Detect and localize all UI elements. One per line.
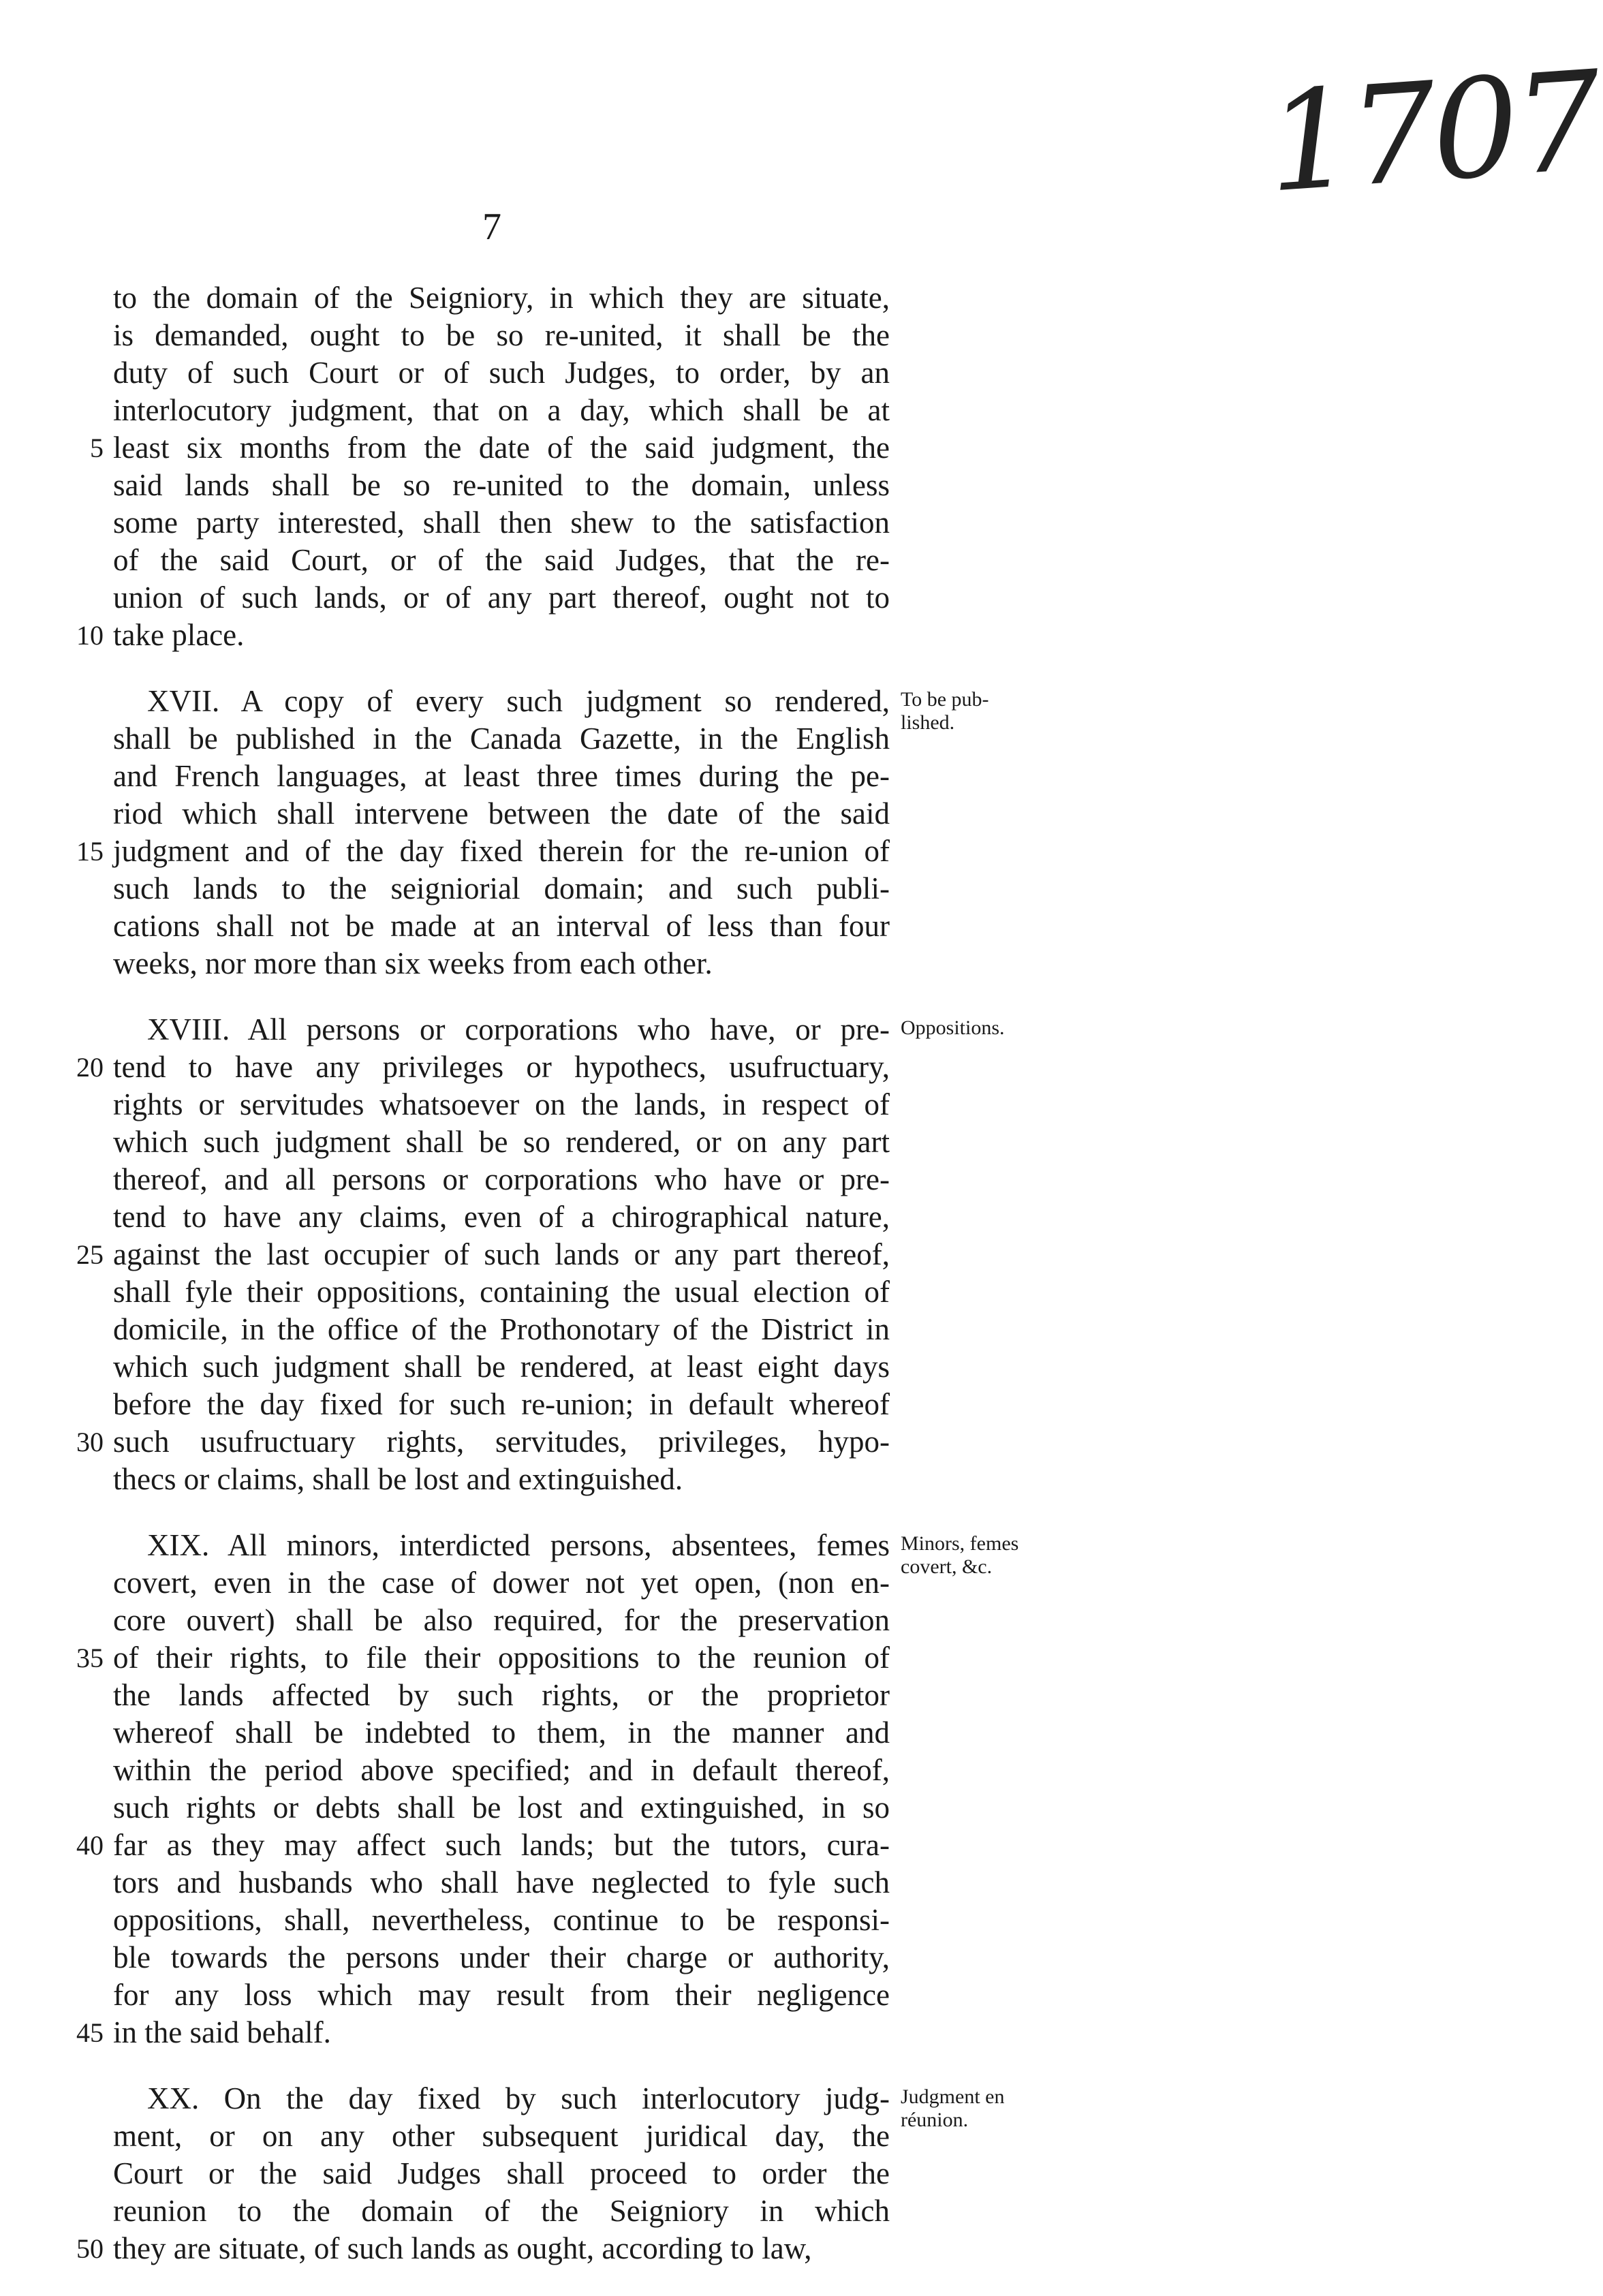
line-text: Court or the said Judges shall proceed to order the bbox=[113, 2156, 890, 2190]
line-text: to the domain of the Seigniory, in which they are situate, bbox=[113, 281, 890, 315]
text-line bbox=[0, 1348, 1474, 1386]
text-line bbox=[0, 1161, 1474, 1198]
line-number: 5 bbox=[90, 433, 104, 463]
paragraph-xix bbox=[0, 1527, 1474, 2051]
line-text: judgment and of the day fixed therein for the re-union of bbox=[113, 834, 890, 868]
text-line bbox=[0, 1311, 1474, 1348]
line-text: said lands shall be so re-united to the domain, unless bbox=[113, 468, 890, 502]
line-text: oppositions, shall, nevertheless, continue to be responsi- bbox=[113, 1903, 890, 1937]
line-number: 10 bbox=[76, 620, 104, 651]
line-text: least six months from the date of the said judgment, the bbox=[113, 431, 890, 465]
line-text: tors and husbands who shall have neglected to fyle such bbox=[113, 1865, 890, 1899]
text-line bbox=[0, 279, 1474, 317]
line-text: before the day fixed for such re-union; in default whereof bbox=[113, 1387, 890, 1421]
line-text: covert, even in the case of dower not yet open, (non en- bbox=[113, 1566, 890, 1600]
paragraph-xvii bbox=[0, 683, 1474, 982]
line-text: reunion to the domain of the Seigniory in which bbox=[113, 2194, 890, 2228]
text-line bbox=[0, 1976, 1474, 2014]
line-text: which such judgment shall be rendered, at least eight days bbox=[113, 1350, 890, 1384]
line-text: ble towards the persons under their charge or authority, bbox=[113, 1940, 890, 1974]
margin-note: Judgment en réunion. bbox=[901, 2085, 1005, 2131]
line-number: 45 bbox=[76, 2017, 104, 2048]
text-line bbox=[0, 2080, 1474, 2131]
line-text: and French languages, at least three times during the pe- bbox=[113, 759, 890, 793]
line-text: within the period above specified; and in default thereof, bbox=[113, 1753, 890, 1787]
text-line bbox=[0, 2014, 1474, 2051]
line-text: such rights or debts shall be lost and extinguished, in so bbox=[113, 1790, 890, 1825]
text-line bbox=[0, 945, 1474, 982]
line-number: 15 bbox=[76, 836, 104, 867]
line-text: some party interested, shall then shew to the satisfaction bbox=[113, 506, 890, 540]
line-text: for any loss which may result from their negligence bbox=[113, 1978, 890, 2012]
line-text: of their rights, to file their oppositions to the reunion of bbox=[113, 1641, 890, 1675]
line-text: weeks, nor more than six weeks from each other. bbox=[113, 946, 713, 980]
document-body bbox=[0, 279, 1474, 2296]
line-text: XX. On the day fixed by such interlocutory judg- bbox=[147, 2081, 890, 2115]
text-line bbox=[0, 1714, 1474, 1752]
line-text: union of such lands, or of any part thereof, ought not to bbox=[113, 580, 890, 615]
paragraph-xviii bbox=[0, 1011, 1474, 1498]
line-text: riod which shall intervene between the date of the said bbox=[113, 796, 890, 831]
page-number: 7 bbox=[482, 206, 501, 248]
line-text: thecs or claims, shall be lost and extinguished. bbox=[113, 1462, 683, 1496]
line-text: take place. bbox=[113, 618, 245, 652]
text-line bbox=[0, 1564, 1474, 1602]
text-line bbox=[0, 1827, 1474, 1864]
text-line bbox=[0, 758, 1474, 795]
text-line bbox=[0, 2117, 1474, 2155]
line-number: 30 bbox=[76, 1427, 104, 1457]
margin-note: Oppositions. bbox=[901, 1017, 1005, 1039]
text-line bbox=[0, 907, 1474, 945]
text-line bbox=[0, 2192, 1474, 2230]
text-line bbox=[0, 1602, 1474, 1639]
text-line bbox=[0, 795, 1474, 833]
text-line bbox=[0, 1423, 1474, 1461]
text-line bbox=[0, 354, 1474, 392]
text-line bbox=[0, 833, 1474, 870]
text-line bbox=[0, 1386, 1474, 1423]
text-line bbox=[0, 1198, 1474, 1236]
handwritten-page-stamp: 1707 bbox=[1262, 42, 1603, 223]
text-line bbox=[0, 1939, 1474, 1976]
text-line bbox=[0, 1527, 1474, 1578]
text-line bbox=[0, 1086, 1474, 1123]
text-line bbox=[0, 1236, 1474, 1273]
line-text: XIX. All minors, interdicted persons, absentees, femes bbox=[147, 1528, 890, 1562]
line-text: thereof, and all persons or corporations who have or pre- bbox=[113, 1162, 890, 1196]
text-line bbox=[0, 429, 1474, 467]
text-line bbox=[0, 579, 1474, 617]
text-line bbox=[0, 392, 1474, 429]
line-number: 25 bbox=[76, 1239, 104, 1270]
paragraph-xvi-continued bbox=[0, 279, 1474, 654]
line-text: cations shall not be made at an interval of less than four bbox=[113, 909, 890, 943]
text-line bbox=[0, 504, 1474, 542]
text-line bbox=[0, 317, 1474, 354]
line-number: 35 bbox=[76, 1643, 104, 1673]
line-text: they are situate, of such lands as ought, according to law, bbox=[113, 2231, 812, 2265]
line-text: which such judgment shall be so rendered, or on any part bbox=[113, 1125, 890, 1159]
line-text: whereof shall be indebted to them, in the manner and bbox=[113, 1716, 890, 1750]
text-line bbox=[0, 1123, 1474, 1161]
text-line bbox=[0, 683, 1474, 734]
text-line bbox=[0, 617, 1474, 654]
line-text: is demanded, ought to be so re-united, it shall be the bbox=[113, 318, 890, 352]
text-line bbox=[0, 2230, 1474, 2267]
text-line bbox=[0, 1639, 1474, 1677]
line-text: in the said behalf. bbox=[113, 2015, 331, 2049]
paragraph-xx bbox=[0, 2080, 1474, 2267]
line-number: 40 bbox=[76, 1830, 104, 1861]
text-line bbox=[0, 720, 1474, 758]
line-text: XVII. A copy of every such judgment so rendered, bbox=[147, 684, 890, 718]
margin-note: To be pub- lished. bbox=[901, 688, 989, 734]
text-line bbox=[0, 870, 1474, 907]
text-line bbox=[0, 1461, 1474, 1498]
line-text: far as they may affect such lands; but the tutors, cura- bbox=[113, 1828, 890, 1862]
text-line bbox=[0, 1902, 1474, 1939]
text-line bbox=[0, 1789, 1474, 1827]
margin-note: Minors, femes covert, &c. bbox=[901, 1532, 1019, 1578]
line-text: core ouvert) shall be also required, for the preservation bbox=[113, 1603, 890, 1637]
line-text: tend to have any privileges or hypothecs, usufructuary, bbox=[113, 1050, 890, 1084]
line-text: such usufructuary rights, servitudes, privileges, hypo- bbox=[113, 1425, 890, 1459]
line-number: 50 bbox=[76, 2233, 104, 2264]
line-text: duty of such Court or of such Judges, to order, by an bbox=[113, 356, 890, 390]
line-text: shall be published in the Canada Gazette, in the English bbox=[113, 722, 890, 756]
line-number: 20 bbox=[76, 1052, 104, 1083]
text-line bbox=[0, 1752, 1474, 1789]
line-text: domicile, in the office of the Prothonotary of the District in bbox=[113, 1312, 890, 1346]
text-line bbox=[0, 1864, 1474, 1902]
line-text: ment, or on any other subsequent juridical day, the bbox=[113, 2119, 890, 2153]
text-line bbox=[0, 1049, 1474, 1086]
line-text: against the last occupier of such lands or any part thereof, bbox=[113, 1237, 890, 1271]
line-text: such lands to the seigniorial domain; and such publi- bbox=[113, 871, 890, 905]
line-text: interlocutory judgment, that on a day, which shall be at bbox=[113, 393, 890, 427]
text-line bbox=[0, 1273, 1474, 1311]
line-text: XVIII. All persons or corporations who have, or pre- bbox=[147, 1012, 890, 1046]
text-line bbox=[0, 542, 1474, 579]
line-text: rights or servitudes whatsoever on the lands, in respect of bbox=[113, 1087, 890, 1121]
text-line bbox=[0, 1011, 1474, 1049]
line-text: of the said Court, or of the said Judges, that the re- bbox=[113, 543, 890, 577]
line-text: tend to have any claims, even of a chirographical nature, bbox=[113, 1200, 890, 1234]
text-line bbox=[0, 467, 1474, 504]
line-text: the lands affected by such rights, or the proprietor bbox=[113, 1678, 890, 1712]
text-line bbox=[0, 2155, 1474, 2192]
text-line bbox=[0, 1677, 1474, 1714]
line-text: shall fyle their oppositions, containing the usual election of bbox=[113, 1275, 890, 1309]
